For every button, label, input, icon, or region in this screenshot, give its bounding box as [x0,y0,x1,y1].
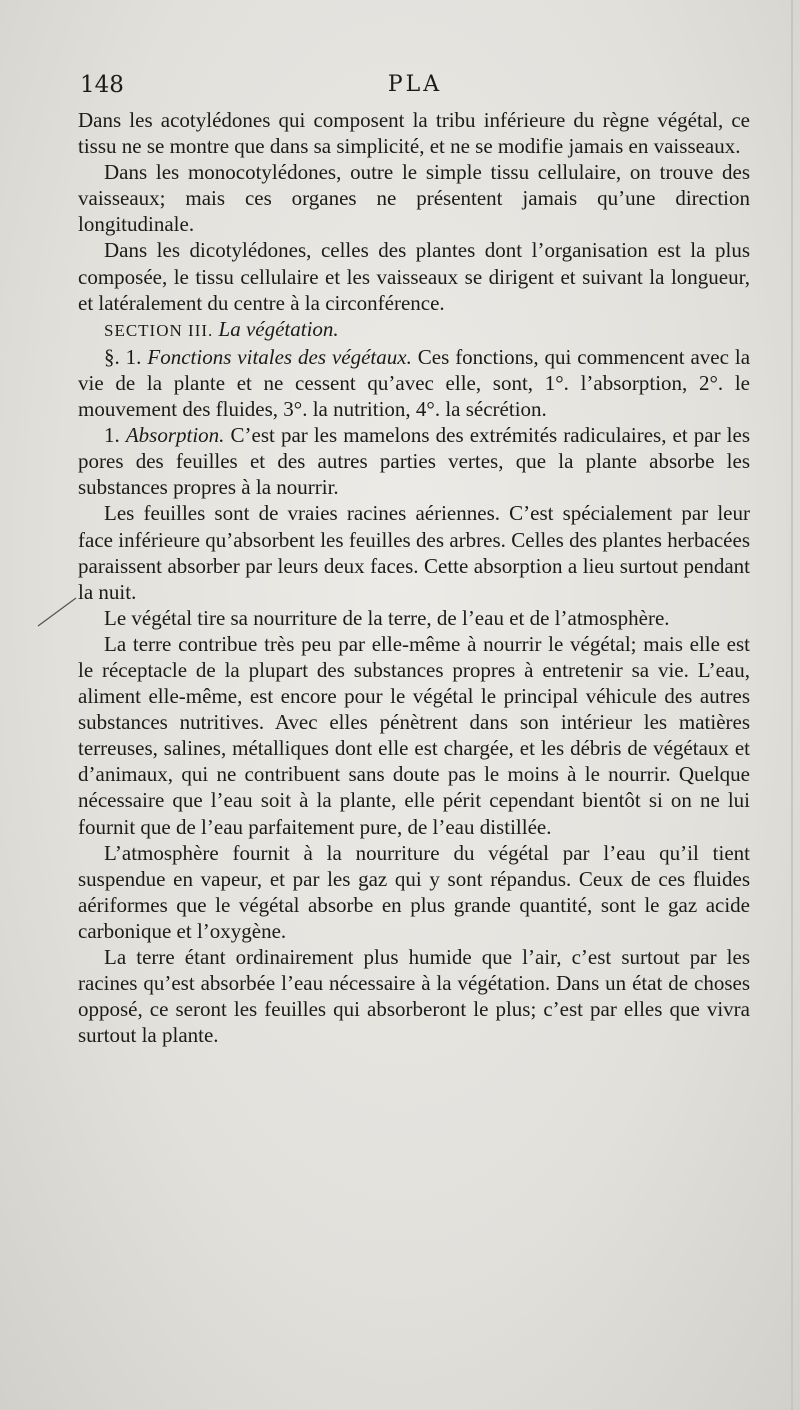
paragraph-fonctions-vitales [78,344,750,422]
paragraph-text: Ces fonctions, qui commencent avec la vie de la plante et ne cessent qu’avec elle, sont, 1°. l’absorption, 2°. le mouvement des fluides, 3°. la nutrition, 4°. la sécrétion. [78,344,751,422]
paragraph-marker: 1. [104,423,120,448]
paragraph-marker: §. 1. [104,344,142,369]
paragraph-absorption [78,422,750,500]
paragraph-title: Absorption. [125,423,225,448]
paragraph-terre: La terre contribue très peu par elle-même à nourrir le végétal; mais elle est le réceptacle de la plupart des substances propres à entretenir sa vie. L’eau, aliment elle-même, est encore pour le végétal le principal véhicule des autres substances nutritives. Avec elles pénètrent dans son intérieur les matières terreuses, salines, métalliques dont elle est chargée, et les débris de végétaux et d’animaux, qui ne contribuent sans doute pas le moins à le nourrir. Quelque nécessaire que l’eau soit à la plante, elle périt cependant bientôt si on ne lui fournit que de l’eau parfaitement pure, de l’eau distillée. [78,631,750,839]
page-number: 148 [80,72,124,98]
paragraph-atmosphere: L’atmosphère fournit à la nourriture du végétal par l’eau qu’il tient suspendue en vapeur, et par les gaz qui y sont répandus. Ceux de ces fluides aériformes que le végétal absorbe en plus grande quantité, sont le gaz acide carbonique et l’oxygène. [78,840,750,943]
body-text [78,107,750,1048]
section-heading [78,316,750,344]
paragraph-monocotyledones: Dans les monocotylédones, outre le simple tissu cellulaire, on trouve des vaisseaux; mais ces organes ne présentent jamais qu’une direction longitudinale. [78,160,750,237]
paragraph-text: C’est par les mamelons des extrémités radiculaires, et par les pores des feuilles et des autres parties vertes, que la plante absorbe les substances propres à la nourrir. [78,423,751,500]
paragraph-dicotyledones: Dans les dicotylédones, celles des plantes dont l’organisation est la plus composée, le tissu cellulaire et les vaisseaux se dirigent et suivant la longueur, et latéralement du centre à la circonférence. [78,238,750,315]
paragraph-humidite: La terre étant ordinairement plus humide que l’air, c’est surtout par les racines qu’est absorbée l’eau nécessaire à la végétation. Dans un état de choses opposé, ce seront les feuilles qui absorberont le plus; c’est par elles que vivra surtout la plante. [78,945,750,1048]
running-head: PLA [387,72,443,97]
section-label: SECTION III. [104,320,214,340]
margin-pencil-mark [36,596,80,628]
page-edge-shadow [791,0,793,1410]
paragraph-title: Fonctions vitales des végétaux. [147,344,412,369]
paragraph-nourriture: Le végétal tire sa nourriture de la terre, de l’eau et de l’atmosphère. [104,605,670,630]
page-header [80,72,750,106]
section-title: La végétation. [218,316,339,341]
paragraph-feuilles: Les feuilles sont de vraies racines aériennes. C’est spécialement par leur face inférieure qu’absorbent les feuilles des arbres. Celles des plantes herbacées paraissent absorber par leurs deux faces. Cette absorption a lieu surtout pendant la nuit. [78,501,750,604]
paragraph-acotyledones: Dans les acotylédones qui composent la tribu inférieure du règne végétal, ce tissu ne se montre que dans sa simplicité, et ne se modifie jamais en vaisseaux. [78,108,750,159]
